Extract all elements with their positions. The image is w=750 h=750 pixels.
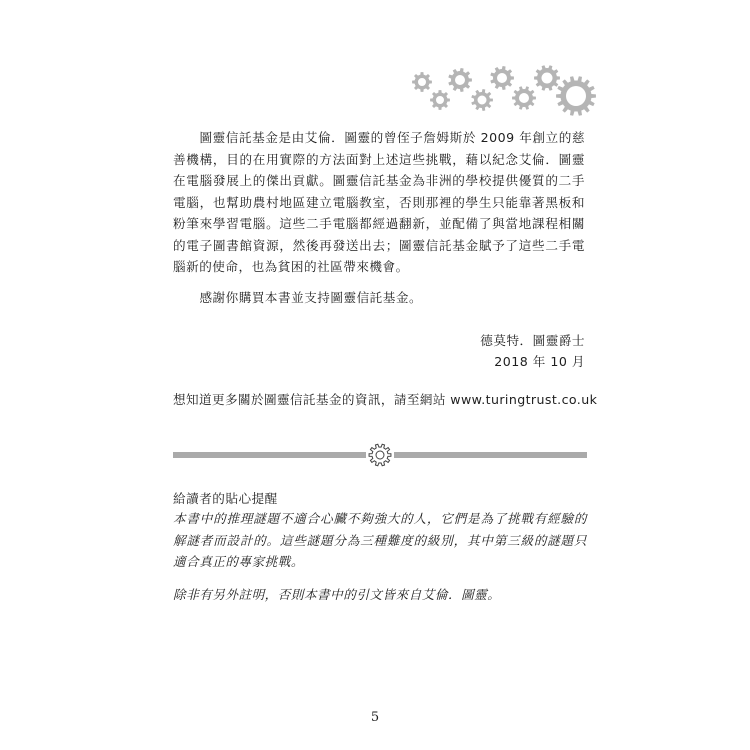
signature-date: 2018 年 10 月 <box>494 354 585 369</box>
gear-icon <box>556 76 596 116</box>
reader-note-body: 本書中的推理謎題不適合心臟不夠強大的人，它們是為了挑戰有經驗的解謎者而設計的。這些謎題分為三種難度的級別，其中第三級的謎題只適合真正的專家挑戰。 <box>173 511 587 569</box>
signature-name: 德莫特．圖靈爵士 <box>480 333 585 348</box>
gear-icon <box>512 86 536 110</box>
intro-paragraph: 圖靈信託基金是由艾倫．圖靈的曾侄子詹姆斯於 2009 年創立的慈善機構，目的在用實際的方法面對上述這些挑戰，藉以紀念艾倫．圖靈在電腦發展上的傑出貢獻。圖靈信託基金為非洲的學校提供優質的二手電腦，也幫助農村地區建立電腦教室，否則那裡的學生只能靠著黑板和粉筆來學習電腦。這些二手電腦都經過翻新，並配備了與當地課程相關的電子圖書館資源，然後再發送出去；圖靈信託基金賦予了這些二手電腦新的使命，也為貧困的社區帶來機會。 <box>173 130 585 274</box>
gear-icon <box>448 68 472 92</box>
gear-icon <box>471 89 493 111</box>
gear-icon <box>430 90 450 110</box>
gear-icon <box>412 72 432 92</box>
gear-icon <box>369 444 391 466</box>
gears-icon <box>410 62 600 120</box>
thanks-paragraph: 感謝你購買本書並支持圖靈信託基金。 <box>199 290 423 305</box>
website-line: 想知道更多關於圖靈信託基金的資訊，請至網站 www.turingtrust.co.uk <box>173 392 598 407</box>
quote-note: 除非有另外註明，否則本書中的引文皆來自艾倫．圖靈。 <box>173 587 501 602</box>
section-divider <box>173 440 587 470</box>
gear-icon <box>534 65 560 90</box>
page-number: 5 <box>370 710 380 725</box>
gear-icon <box>490 66 514 90</box>
reader-note-title: 給讀者的貼心提醒 <box>173 491 278 506</box>
